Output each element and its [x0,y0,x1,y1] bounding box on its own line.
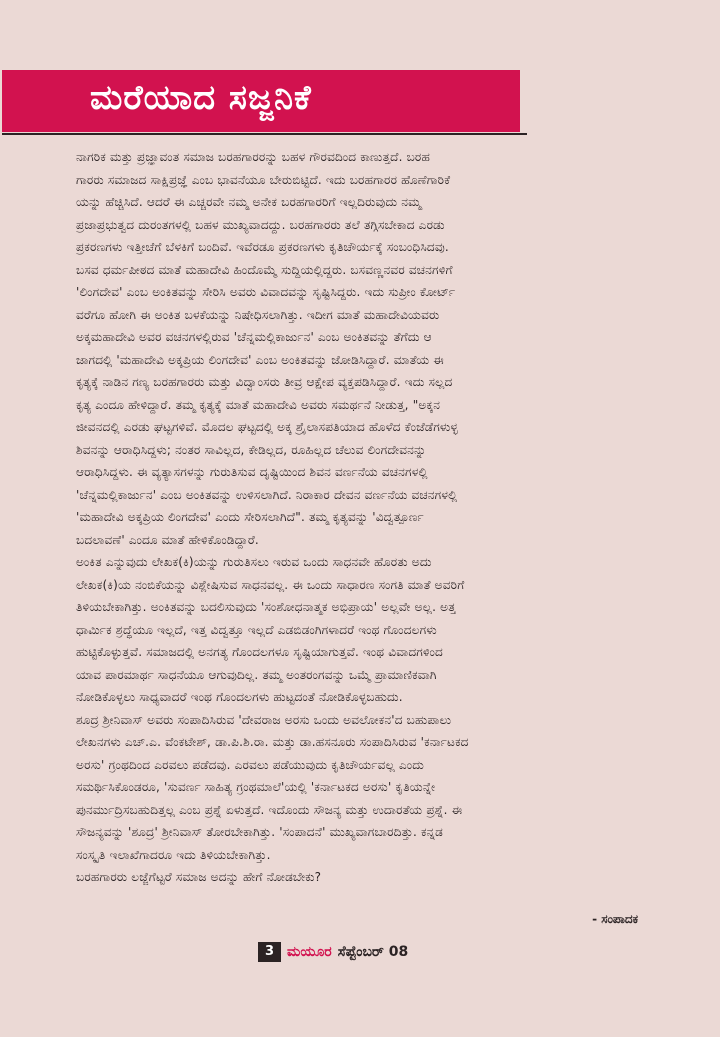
article-line: ಲೇಖಕ(ಕಿ)ಯ ನಂಬಿಕೆಯನ್ನು ವಿಶ್ಲೇಷಿಸುವ ಸಾಧನವಲ್ಲ. ಈ ಒಂದು ಸಾಧಾರಣ ಸಂಗತಿ ಮಾತೆ ಅವರಿಗೆ [76,577,465,592]
article-line: ಯನ್ನು ಹೆಚ್ಚಿಸಿದೆ. ಆದರೆ ಈ ಎಚ್ಚರವೇ ನಮ್ಮ ಅನೇಕ ಬರಹಗಾರರಿಗೆ ಇಲ್ಲದಿರುವುದು ನಮ್ಮ [76,195,422,209]
editorial-article [76,146,642,889]
title-rule [2,133,527,135]
article-line: ಯಾವ ಪಾರಮಾರ್ಥ ಸಾಧನೆಯೂ ಆಗುವುದಿಲ್ಲ. ತಮ್ಮ ಅಂತರಂಗವನ್ನು ಒಮ್ಮೆ ಪ್ರಾಮಾಣಿಕವಾಗಿ [76,667,437,682]
article-line: ಹುಟ್ಟಿಕೊಳ್ಳುತ್ತವೆ. ಸಮಾಜದಲ್ಲಿ ಅನಗತ್ಯ ಗೊಂದಲಗಳೂ ಸೃಷ್ಟಿಯಾಗುತ್ತವೆ. ಇಂಥ ವಿವಾದಗಳಿಂದ [76,645,443,659]
article-line: 'ಮಹಾದೇವಿ ಅಕ್ಕಪ್ರಿಯ ಲಿಂಗದೇವ' ಎಂದು ಸೇರಿಸಲಾಗಿದೆ". ತಮ್ಮ ಕೃತ್ಯವನ್ನು 'ವಿದ್ವತ್ಪೂರ್ಣ [76,510,424,524]
article-line: 'ಲಿಂಗದೇವ' ಎಂಬ ಅಂಕಿತವನ್ನು ಸೇರಿಸಿ ಅವರು ವಿವಾದವನ್ನು ಸೃಷ್ಟಿಸಿದ್ದರು. ಇದು ಸುಪ್ರೀಂ ಕೋರ್ಟ್ [76,285,456,299]
article-line: ಧಾರ್ಮಿಕ ಶ್ರದ್ಧೆಯೂ ಇಲ್ಲದೆ, ಇತ್ತ ವಿದ್ವತ್ತೂ ಇಲ್ಲದೆ ಎಡಬಿಡಂಗಿಗಳಾದರೆ ಇಂಥ ಗೊಂದಲಗಳು [76,622,437,637]
article-line: ಬದಲಾವಣೆ' ಎಂದೂ ಮಾತೆ ಹೇಳಿಕೊಂಡಿದ್ದಾರೆ. [76,532,259,547]
article-line: ಲೇಖನಗಳು ಎಚ್.ಎ. ವೆಂಕಟೇಶ್, ಡಾ.ಪಿ.ಶಿ.ರಾ. ಮತ್ತು ಡಾ.ಹಸನೂರು ಸಂಪಾದಿಸಿರುವ 'ಕರ್ನಾಟಕದ [76,735,469,749]
article-line: 'ಚೆನ್ನಮಲ್ಲಿಕಾರ್ಜುನ' ಎಂಬ ಅಂಕಿತವನ್ನು ಉಳಿಸಲಾಗಿದೆ. ನಿರಾಕಾರ ದೇವನ ವರ್ಣನೆಯ ವಚನಗಳಲ್ಲಿ [76,487,458,502]
article-line: ಪ್ರಕರಣಗಳು ಇತ್ತೀಚೆಗೆ ಬೆಳಕಿಗೆ ಬಂದಿವೆ. ಇವೆರಡೂ ಪ್ರಕರಣಗಳು ಕೃತಿಚೌರ್ಯಕ್ಕೆ ಸಂಬಂಧಿಸಿದವು. [76,240,449,254]
page-number: 3 [258,942,281,962]
article-line: ಬರಹಗಾರರು ಲಜ್ಜೆಗೆಟ್ಟರೆ ಸಮಾಜ ಅದನ್ನು ಹೇಗೆ ನೋಡಬೇಕು? [76,870,322,884]
article-line: ಕೃತ್ಯ ಎಂದೂ ಹೇಳಿದ್ದಾರೆ. ತಮ್ಮ ಕೃತ್ಯಕ್ಕೆ ಮಾತೆ ಮಹಾದೇವಿ ಅವರು ಸಮರ್ಥನೆ ನೀಡುತ್ತ, "ಅಕ್ಕನ [76,397,441,412]
article-line: ನಾಗರಿಕ ಮತ್ತು ಪ್ರಜ್ಞಾವಂತ ಸಮಾಜ ಬರಹಗಾರರನ್ನು ಬಹಳ ಗೌರವದಿಂದ ಕಾಣುತ್ತದೆ. ಬರಹ [76,150,430,164]
article-line: ಜಾಗದಲ್ಲಿ 'ಮಹಾದೇವಿ ಅಕ್ಕಪ್ರಿಯ ಲಿಂಗದೇವ' ಎಂಬ ಅಂಕಿತವನ್ನು ಜೋಡಿಸಿದ್ದಾರೆ. ಮಾತೆಯ ಈ [76,352,444,367]
article-line: ಸೌಜನ್ಯವನ್ನು 'ಶೂದ್ರ' ಶ್ರೀನಿವಾಸ್ ತೋರಬೇಕಾಗಿತ್ತು. 'ಸಂಪಾದನೆ' ಮುಖ್ಯವಾಗಬಾರದಿತ್ತು. ಕನ್ನಡ [76,825,443,839]
title-band [2,70,520,132]
article-line: ತಿಳಿಯಬೇಕಾಗಿತ್ತು. ಅಂಕಿತವನ್ನು ಬದಲಿಸುವುದು 'ಸಂಶೋಧನಾತ್ಮಕ ಅಭಿಪ್ರಾಯ' ಅಲ್ಲವೇ ಅಲ್ಲ. ಅತ್ತ [76,600,456,614]
article-line: ಪುನರ್ಮುದ್ರಿಸಬಹುದಿತ್ತಲ್ಲ ಎಂಬ ಪ್ರಶ್ನೆ ಏಳುತ್ತದೆ. ಇದೊಂದು ಸೌಜನ್ಯ ಮತ್ತು ಉದಾರತೆಯ ಪ್ರಶ್ನೆ. ಈ [76,802,463,817]
magazine-name: ಮಯೂರ [287,944,332,960]
article-line: ಅಂಕಿತ ಎನ್ನುವುದು ಲೇಖಕ(ಕಿ)ಯನ್ನು ಗುರುತಿಸಲು ಇರುವ ಒಂದು ಸಾಧನವೇ ಹೊರತು ಅದು [76,555,432,569]
article-line: ಸಮರ್ಥಿಸಿಕೊಂಡರೂ, 'ಸುವರ್ಣ ಸಾಹಿತ್ಯ ಗ್ರಂಥಮಾಲೆ'ಯಲ್ಲಿ 'ಕರ್ನಾಟಕದ ಅರಸು' ಕೃತಿಯನ್ನೇ [76,780,436,794]
article-line: ಶೂದ್ರ ಶ್ರೀನಿವಾಸ್ ಅವರು ಸಂಪಾದಿಸಿರುವ 'ದೇವರಾಜ ಅರಸು ಒಂದು ಅವಲೋಕನ'ದ ಬಹುಪಾಲು [76,712,452,727]
article-line: ಅರಸು' ಗ್ರಂಥದಿಂದ ಎರವಲು ಪಡೆದವು. ಎರವಲು ಪಡೆಯುವುದು ಕೃತಿಚೌರ್ಯವಲ್ಲ ಎಂದು [76,757,424,772]
editor-signoff: - ಸಂಪಾದಕ [592,912,638,926]
page-footer [258,941,408,963]
article-line: ಅಕ್ಕಮಹಾದೇವಿ ಅವರ ವಚನಗಳಲ್ಲಿರುವ 'ಚೆನ್ನಮಲ್ಲಿಕಾರ್ಜುನ' ಎಂಬ ಅಂಕಿತವನ್ನು ತೆಗೆದು ಆ [76,330,432,344]
article-line: ವರೆಗೂ ಹೋಗಿ ಈ ಅಂಕಿತ ಬಳಕೆಯನ್ನು ನಿಷೇಧಿಸಲಾಗಿತ್ತು. ಇದೀಗ ಮಾತೆ ಮಹಾದೇವಿಯವರು [76,307,440,322]
article-line: ಕೃತ್ಯಕ್ಕೆ ನಾಡಿನ ಗಣ್ಯ ಬರಹಗಾರರು ಮತ್ತು ವಿದ್ವಾಂಸರು ತೀವ್ರ ಆಕ್ಷೇಪ ವ್ಯಕ್ತಪಡಿಸಿದ್ದಾರೆ. ಇದು ಸಲ್ಲದ [76,375,453,389]
article-line: ಸಂಸ್ಕೃತಿ ಇಲಾಖೆಗಾದರೂ ಇದು ತಿಳಿಯಬೇಕಾಗಿತ್ತು. [76,847,271,862]
article-line: ಜೀವನದಲ್ಲಿ ಎರಡು ಘಟ್ಟಗಳಿವೆ. ಮೊದಲ ಘಟ್ಟದಲ್ಲಿ ಅಕ್ಕ ಶ್ರೈಲಾಸಪತಿಯಾದ ಹೊಳೆದ ಕೆಂಜೆಡೆಗಳುಳ್ಳ [76,420,458,434]
issue-date: ಸೆಪ್ಟೆಂಬರ್ 08 [337,944,409,960]
article-line: ಶಿವನನ್ನು ಆರಾಧಿಸಿದ್ದಳು; ನಂತರ ಸಾವಿಲ್ಲದ, ಕೇಡಿಲ್ಲದ, ರೂಹಿಲ್ಲದ ಚೆಲುವ ಲಿಂಗದೇವನನ್ನು [76,442,427,457]
article-line: ಗಾರರು ಸಮಾಜದ ಸಾಕ್ಷಿಪ್ರಜ್ಞೆ ಎಂಬ ಭಾವನೆಯೂ ಬೇರುಬಿಟ್ಟಿದೆ. ಇದು ಬರಹಗಾರರ ಹೊಣೆಗಾರಿಕೆ [76,172,451,187]
page-title: ಮರೆಯಾದ ಸಜ್ಜನಿಕೆ [90,78,312,118]
article-line: ಪ್ರಜಾಪ್ರಭುತ್ವದ ದುರಂತಗಳಲ್ಲಿ ಬಹಳ ಮುಖ್ಯವಾದದ್ದು. ಬರಹಗಾರರು ತಲೆ ತಗ್ಗಿಸಬೇಕಾದ ಎರಡು [76,217,445,232]
article-line: ನೋಡಿಕೊಳ್ಳಲು ಸಾಧ್ಯವಾದರೆ ಇಂಥ ಗೊಂದಲಗಳು ಹುಟ್ಟದಂತೆ ನೋಡಿಕೊಳ್ಳಬಹುದು. [76,690,403,704]
article-line: ಬಸವ ಧರ್ಮಪೀಠದ ಮಾತೆ ಮಹಾದೇವಿ ಹಿಂದೊಮ್ಮೆ ಸುದ್ದಿಯಲ್ಲಿದ್ದರು. ಬಸವಣ್ಣನವರ ವಚನಗಳಿಗೆ [76,262,453,277]
article-line: ಆರಾಧಿಸಿದ್ದಳು. ಈ ವ್ಯತ್ಯಾಸಗಳನ್ನು ಗುರುತಿಸುವ ದೃಷ್ಟಿಯಿಂದ ಶಿವನ ವರ್ಣನೆಯ ವಚನಗಳಲ್ಲಿ [76,465,428,479]
